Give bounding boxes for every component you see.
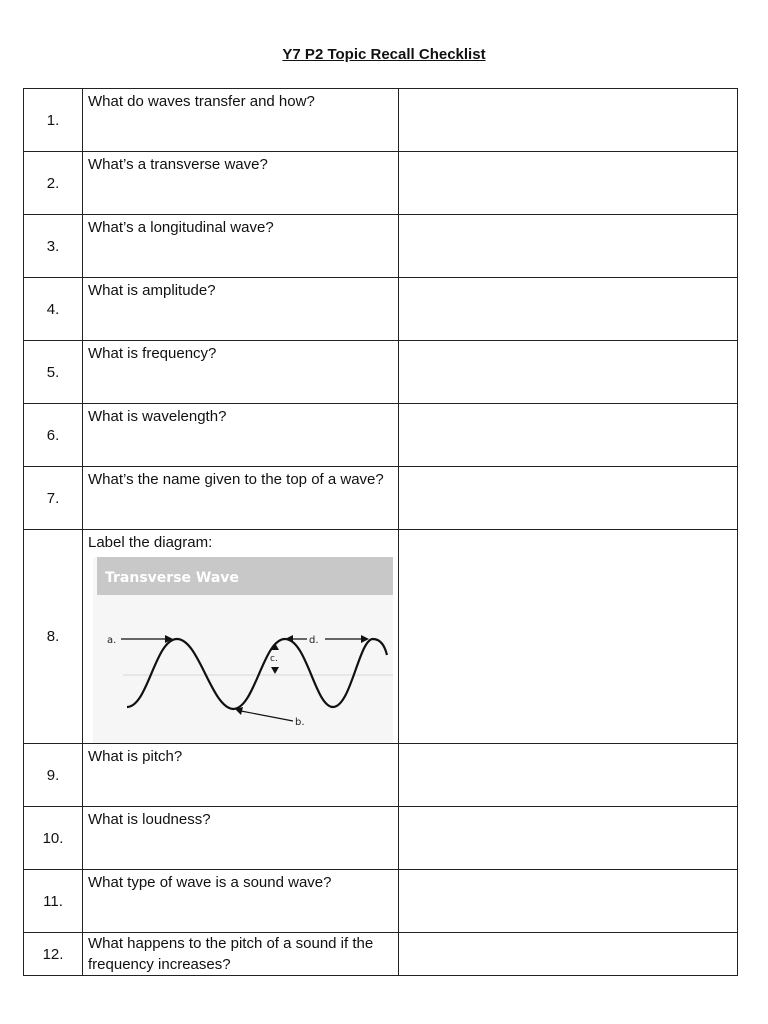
row-number: 7.: [24, 467, 83, 530]
question-text: What is pitch?: [83, 744, 399, 807]
diagram-cell: [83, 530, 399, 744]
table-row: [24, 215, 738, 278]
row-number: 9.: [24, 744, 83, 807]
transverse-wave-diagram: [93, 557, 393, 743]
answer-cell[interactable]: [399, 89, 738, 152]
question-text: What is wavelength?: [83, 404, 399, 467]
answer-cell[interactable]: [399, 467, 738, 530]
row-number: 4.: [24, 278, 83, 341]
answer-cell[interactable]: [399, 933, 738, 976]
question-text: What type of wave is a sound wave?: [83, 870, 399, 933]
answer-cell[interactable]: [399, 807, 738, 870]
label-a: a.: [107, 635, 117, 646]
row-number: 8.: [24, 530, 83, 744]
answer-cell[interactable]: [399, 341, 738, 404]
page-title: Y7 P2 Topic Recall Checklist: [282, 46, 486, 63]
table-row: [24, 278, 738, 341]
table-row: [24, 467, 738, 530]
question-text: What is frequency?: [83, 341, 399, 404]
answer-cell[interactable]: [399, 744, 738, 807]
table-row: [24, 404, 738, 467]
question-text: What’s the name given to the top of a wave?: [83, 467, 399, 530]
table-row: [24, 89, 738, 152]
answer-cell[interactable]: [399, 215, 738, 278]
label-d: d.: [309, 635, 319, 646]
table-row: [24, 807, 738, 870]
question-text: Label the diagram:: [88, 534, 213, 551]
question-text: What do waves transfer and how?: [83, 89, 399, 152]
row-number: 5.: [24, 341, 83, 404]
wave-svg: [93, 557, 393, 743]
label-c: c.: [270, 654, 278, 664]
diagram-background: [93, 595, 393, 743]
label-b: b.: [295, 717, 305, 728]
table-row: [24, 933, 738, 976]
row-number: 6.: [24, 404, 83, 467]
answer-cell[interactable]: [399, 278, 738, 341]
table-row: [24, 341, 738, 404]
question-text: What’s a transverse wave?: [83, 152, 399, 215]
table-row: [24, 870, 738, 933]
row-number: 1.: [24, 89, 83, 152]
question-text: What is amplitude?: [83, 278, 399, 341]
answer-cell[interactable]: [399, 530, 738, 744]
answer-cell[interactable]: [399, 152, 738, 215]
row-number: 2.: [24, 152, 83, 215]
table-row: [24, 152, 738, 215]
question-text: What happens to the pitch of a sound if the frequency increases?: [83, 933, 399, 976]
answer-cell[interactable]: [399, 404, 738, 467]
question-text: What is loudness?: [83, 807, 399, 870]
diagram-banner-text: Transverse Wave: [105, 570, 239, 586]
row-number: 10.: [24, 807, 83, 870]
row-number: 11.: [24, 870, 83, 933]
question-text: What’s a longitudinal wave?: [83, 215, 399, 278]
checklist-table: [23, 88, 738, 976]
answer-cell[interactable]: [399, 870, 738, 933]
row-number: 12.: [24, 933, 83, 976]
table-row-diagram: [24, 530, 738, 744]
row-number: 3.: [24, 215, 83, 278]
table-row: [24, 744, 738, 807]
